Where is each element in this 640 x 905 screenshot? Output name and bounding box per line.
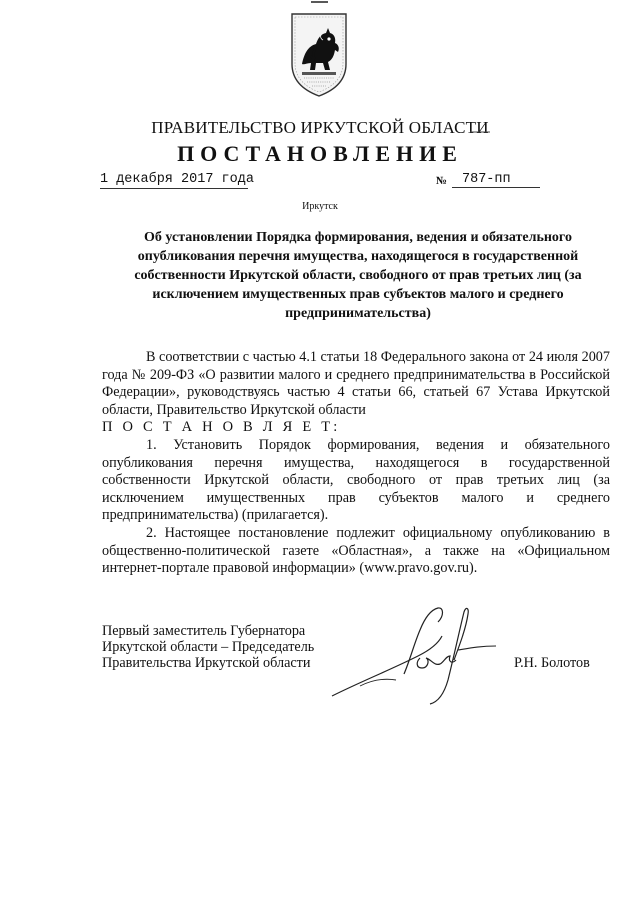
item-1-paragraph: 1. Установить Порядок формирования, ведения и обязательного опубликования перечня имущества, находящегося в государственной собственности Иркутской области, свободного от прав третьих лиц (за исключением имущественных прав субъектов малого и среднего предпринимательства) (прилагается). (102, 436, 610, 524)
signer-position-line: Иркутской области – Председатель (102, 639, 315, 655)
heading-line: исключением имущественных прав субъектов малого и среднего (152, 287, 564, 302)
signature-icon (320, 600, 510, 710)
preamble-paragraph: В соответствии с частью 4.1 статьи 18 Федерального закона от 24 июля 2007 года № 209-ФЗ «О развитии малого и среднего предпринимательства в Российской Федерации», руководствуясь частью 4 статьи 66, статьей 67 Устава Иркутской области, Правительство Иркутской области (102, 349, 610, 418)
number-label: № (436, 175, 448, 187)
heading-line: Об установлении Порядка формирования, ведения и обязательного (144, 230, 572, 245)
document-date: 1 декабря 2017 года (100, 172, 254, 187)
coat-of-arms-icon (288, 6, 350, 98)
heading-line: опубликования перечня имущества, находящегося в государственной (137, 249, 579, 264)
item-2-paragraph: 2. Настоящее постановление подлежит официальному опубликованию в общественно-политической газете «Областная», а также на «Официальном интернет-портале правовой информации» (www.pravo.gov.ru). (102, 524, 610, 577)
signer-position-line: Правительства Иркутской области (102, 655, 311, 671)
document-heading (100, 228, 616, 323)
city-label: Иркутск (302, 201, 338, 212)
signer-name: Р.Н. Болотов (514, 655, 590, 671)
heading-line: собственности Иркутской области, свободного от прав третьих лиц (за (134, 268, 582, 283)
heading-line: предпринимательства) (285, 306, 431, 321)
resolves-heading: П О С Т А Н О В Л Я Е Т: (102, 419, 341, 436)
signer-position-line: Первый заместитель Губернатора (102, 623, 306, 639)
document-body (102, 349, 610, 578)
government-title: ПРАВИТЕЛЬСТВО ИРКУТСКОЙ ОБЛАСТИ (151, 118, 489, 137)
document-type-title: ПОСТАНОВЛЕНИЕ (177, 141, 463, 166)
document-number: 787-пп (452, 172, 540, 188)
signer-position (102, 623, 314, 671)
